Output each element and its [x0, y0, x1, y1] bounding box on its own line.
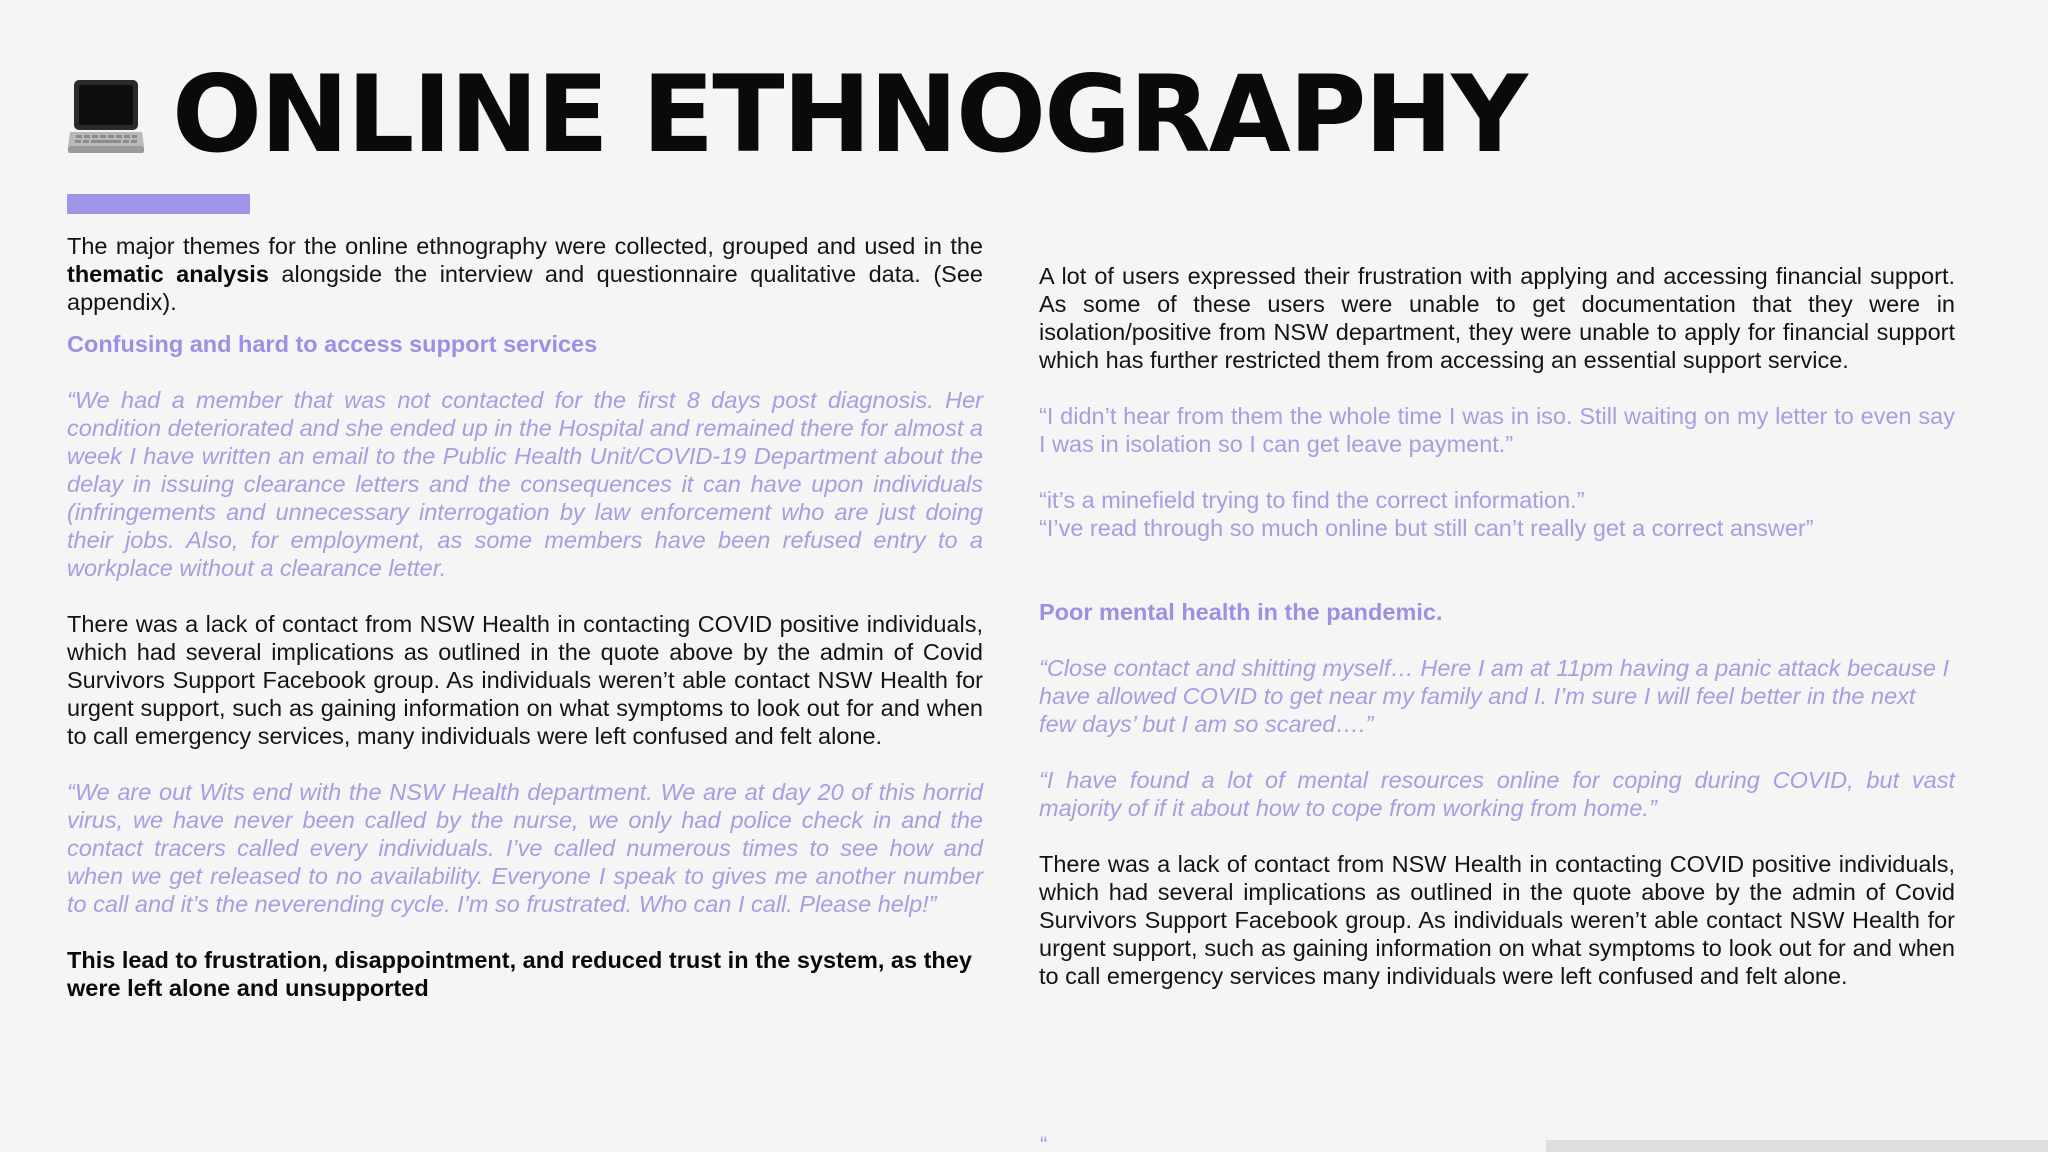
intro-text-end: alongside the interview and questionnaire qualitative data. (See appendix). [67, 261, 983, 315]
quote-member-contact: “We had a member that was not contacted for the first 8 days post diagnosis. Her condition deteriorated and she ended up in the Hospital and remained there for almost a week I have written an email to the Public Health Unit/COVID-19 Department about the delay in issuing clearance letters and the consequences it can have upon individuals (infringements and unnecessary interrogation by law enforcement who are just doing their jobs. Also, for employment, as some members have been refused entry to a workplace without a clearance letter. [67, 387, 983, 581]
conclusion-statement: This lead to frustration, disappointment, and reduced trust in the system, as they were left alone and unsupported [67, 947, 972, 1001]
quote-read-online: “I’ve read through so much online but still can’t really get a correct answer” [1039, 515, 1814, 541]
section-heading-support: Confusing and hard to access support services [67, 331, 598, 357]
accent-bar [67, 194, 250, 214]
left-column [67, 232, 983, 1002]
intro-bold-term: thematic analysis [67, 261, 269, 287]
intro-text-start: The major themes for the online ethnography were collected, grouped and used in the [67, 233, 983, 259]
quote-mental-resources: “I have found a lot of mental resources online for coping during COVID, but vast majority of if it about how to cope from working from home.” [1039, 767, 1955, 821]
page-title: ONLINE ETHNOGRAPHY [172, 53, 1526, 176]
paragraph-financial-support: A lot of users expressed their frustration with applying and accessing financial support. As some of these users were unable to get documentation that they were in isolation/positive from NSW department, they were unable to apply for financial support which has further restricted them from accessing an essential support service. [1039, 263, 1955, 373]
quote-wits-end: “We are out Wits end with the NSW Health department. We are at day 20 of this horrid virus, we have never been called by the nurse, we only had police check in and the contact tracers called every individuals. I’ve called numerous times to see how and when we get released to no availability. Everyone I speak to gives me another number to call and it’s the neverending cycle. I’m so frustrated. Who can I call. Please help!” [67, 779, 983, 917]
intro-paragraph [67, 232, 983, 316]
paragraph-lack-of-contact: There was a lack of contact from NSW Health in contacting COVID positive individuals, which had several implications as outlined in the quote above by the admin of Covid Survivors Support Facebook group. As individuals weren’t able contact NSW Health for urgent support, such as gaining information on what symptoms to look out for and when to call emergency services, many individuals were left confused and felt alone. [67, 611, 983, 749]
title-row [66, 53, 1526, 176]
right-column [1039, 262, 1955, 990]
scrollbar[interactable] [1546, 1140, 2048, 1152]
quote-iso-letter: “I didn’t hear from them the whole time I was in iso. Still waiting on my letter to even say I was in isolation so I can get leave payment.” [1039, 403, 1955, 457]
quote-panic-attack: “Close contact and shitting myself… Here I am at 11pm having a panic attack because I have allowed COVID to get near my family and I. I’m sure I will feel better in the next few days’ but I am so scared….” [1039, 655, 1949, 737]
section-heading-mental-health: Poor mental health in the pandemic. [1039, 599, 1443, 625]
trailing-quote-mark: “ [1040, 1132, 1048, 1152]
quote-minefield: “it’s a minefield trying to find the correct information.” [1039, 487, 1585, 513]
paragraph-lack-of-contact-repeat: There was a lack of contact from NSW Health in contacting COVID positive individuals, which had several implications as outlined in the quote above by the admin of Covid Survivors Support Facebook group. As individuals weren’t able contact NSW Health for urgent support, such as gaining information on what symptoms to look out for and when to call emergency services many individuals were left confused and felt alone. [1039, 851, 1955, 989]
laptop-icon [66, 74, 146, 156]
